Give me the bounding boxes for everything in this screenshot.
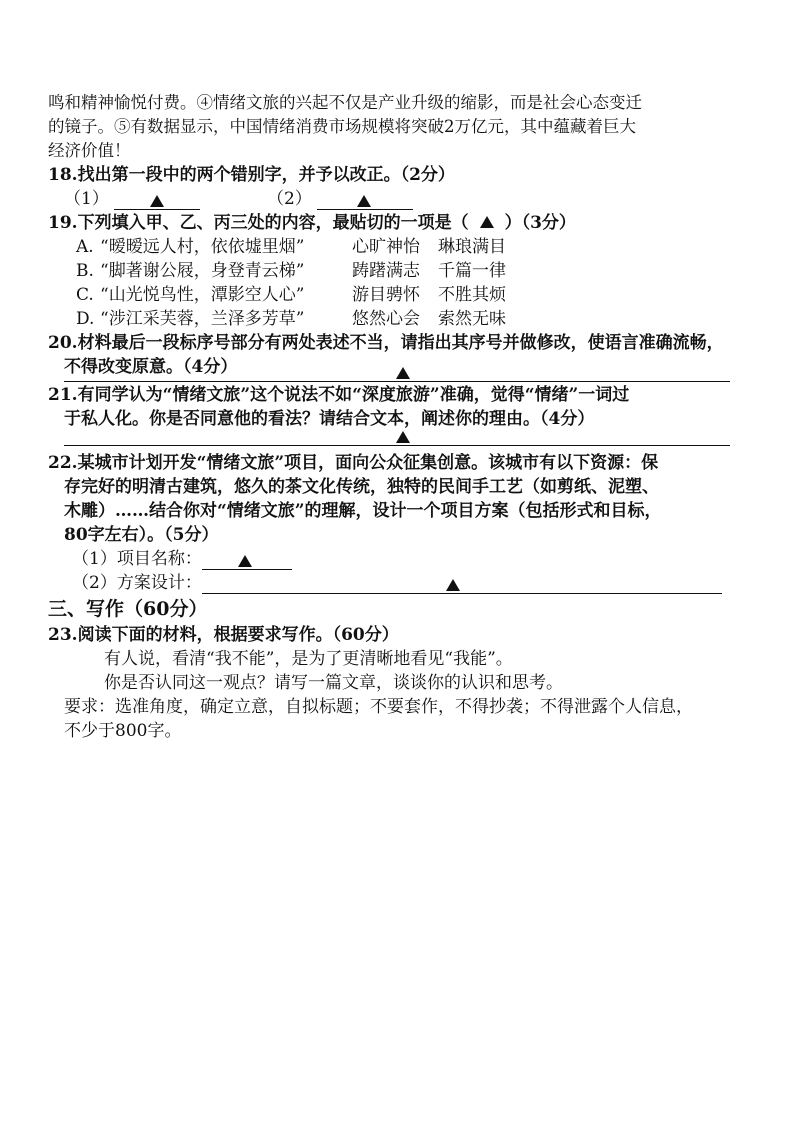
- question-18-answers: [64, 188, 413, 210]
- question-19-stem: [48, 212, 576, 234]
- question-22-line-2: 存完好的明清古建筑，悠久的茶文化传统，独特的民间手工艺（如剪纸、泥塑、: [64, 477, 659, 497]
- question-22-line-3: 木雕）……结合你对“情绪文旅”的理解，设计一个项目方案（包括形式和目标，: [64, 501, 662, 521]
- passage-line-1: 鸣和精神愉悦付费。④情绪文旅的兴起不仅是产业升级的缩影，而是社会心态变迁: [48, 93, 642, 112]
- question-19-score: ）（3分）: [504, 213, 576, 233]
- passage-line-3: 经济价值！: [48, 141, 131, 160]
- option-b[interactable]: [76, 260, 506, 282]
- question-20-line-1: 20.材料最后一段标序号部分有两处表述不当，请指出其序号并做修改，使语言准确流畅，: [48, 333, 724, 353]
- answer-line-20[interactable]: [64, 381, 730, 382]
- writing-requirements-2: 不少于800字。: [64, 721, 182, 741]
- answer-line-21[interactable]: [64, 445, 730, 446]
- triangle-icon: [396, 431, 410, 443]
- question-20-line-2: 不得改变原意。（4分）: [64, 357, 238, 377]
- option-phrase: “山光悦鸟性，潭影空人心”: [100, 285, 305, 305]
- question-19-stem-text: 19.下列填入甲、乙、丙三处的内容，最贴切的一项是（: [48, 213, 469, 233]
- question-21-line-2: 于私人化。你是否同意他的看法？请结合文本，阐述你的理由。（4分）: [64, 409, 595, 429]
- option-word-1: 踌躇满志: [352, 261, 420, 281]
- option-letter: C.: [76, 285, 94, 305]
- question-22-name-row: [72, 548, 292, 570]
- triangle-icon: [238, 555, 252, 567]
- question-22-plan-row: [72, 572, 722, 594]
- triangle-icon: [396, 367, 410, 379]
- option-word-1: 游目骋怀: [352, 285, 420, 305]
- option-letter: B.: [76, 261, 94, 281]
- writing-material-2: 你是否认同这一观点？请写一篇文章，谈谈你的认识和思考。: [104, 673, 563, 693]
- option-letter: A.: [76, 237, 94, 257]
- writing-requirements-1: 要求：选准角度，确定立意，自拟标题；不要套作，不得抄袭；不得泄露个人信息，: [64, 697, 693, 717]
- passage-line-2: 的镜子。⑤有数据显示，中国情绪消费市场规模将突破2万亿元，其中蕴藏着巨大: [48, 117, 636, 136]
- question-22-line-4: 80字左右）。（5分）: [64, 525, 219, 545]
- option-word-2: 千篇一律: [438, 261, 506, 281]
- triangle-icon: [357, 195, 371, 207]
- answer-blank-2[interactable]: [317, 191, 413, 210]
- project-name-blank[interactable]: [202, 551, 292, 570]
- section-3-title: 三、写作（60分）: [48, 598, 208, 620]
- question-22-line-1: 22.某城市计划开发“情绪文旅”项目，面向公众征集创意。该城市有以下资源：保: [48, 453, 659, 473]
- option-letter: D.: [76, 309, 95, 329]
- blank-1-label: （1）: [64, 189, 109, 209]
- question-21-line-1: 21.有同学认为“情绪文旅”这个说法不如“深度旅游”准确，觉得“情绪”一词过: [48, 385, 630, 405]
- option-phrase: “暧暧远人村，依依墟里烟”: [100, 237, 305, 257]
- blank-2-label: （2）: [267, 189, 312, 209]
- plan-design-blank[interactable]: [202, 575, 722, 594]
- triangle-icon: [446, 579, 460, 591]
- question-18-stem: 18.找出第一段中的两个错别字，并予以改正。（2分）: [48, 165, 455, 185]
- option-word-1: 心旷神怡: [352, 237, 420, 257]
- option-phrase: “涉江采芙蓉，兰泽多芳草”: [100, 309, 305, 329]
- answer-choice-slot[interactable]: [469, 212, 505, 234]
- plan-design-label: （2）方案设计：: [72, 573, 202, 593]
- writing-material-1: 有人说，看清“我不能”，是为了更清晰地看见“我能”。: [104, 649, 513, 669]
- option-phrase: “脚著谢公屐，身登青云梯”: [100, 261, 305, 281]
- option-word-2: 索然无味: [438, 309, 506, 329]
- triangle-icon: [150, 195, 164, 207]
- option-c[interactable]: [76, 284, 506, 306]
- option-word-2: 不胜其烦: [438, 285, 506, 305]
- option-word-1: 悠然心会: [352, 309, 420, 329]
- triangle-icon: [480, 216, 494, 228]
- answer-blank-1[interactable]: [114, 191, 200, 210]
- option-a[interactable]: [76, 236, 506, 258]
- question-23-stem: 23.阅读下面的材料，根据要求写作。（60分）: [48, 625, 399, 645]
- option-word-2: 琳琅满目: [438, 237, 506, 257]
- option-d[interactable]: [76, 308, 506, 330]
- project-name-label: （1）项目名称：: [72, 549, 202, 569]
